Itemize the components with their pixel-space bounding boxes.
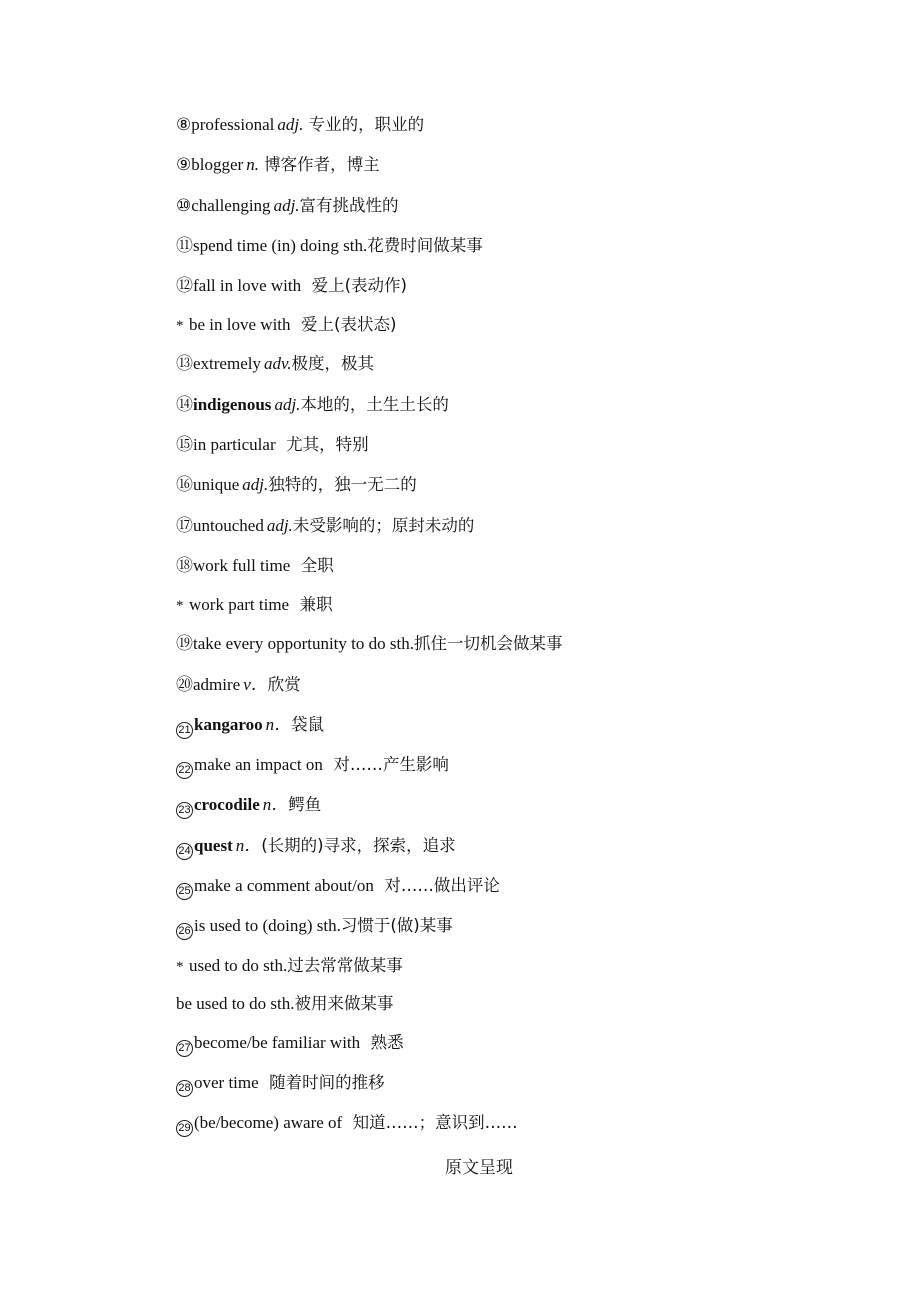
- chinese-meaning: 熟悉: [360, 1032, 404, 1052]
- vocab-entry: [176, 546, 876, 586]
- vocab-entry: [176, 105, 876, 145]
- vocab-term: quest: [194, 835, 233, 855]
- circled-number: 22: [176, 762, 193, 779]
- vocab-term: professional: [191, 115, 275, 134]
- vocab-entry: [176, 665, 876, 705]
- vocab-entry: [176, 186, 876, 226]
- chinese-meaning: 专业的，职业的: [303, 115, 425, 134]
- circled-number: ⑲: [176, 634, 193, 654]
- circled-number: ⑱: [176, 555, 193, 575]
- chinese-meaning: 欣赏: [267, 674, 301, 694]
- chinese-meaning: 抓住一切机会做某事: [413, 634, 563, 654]
- vocab-term: become/be familiar with: [194, 1032, 361, 1052]
- circled-number: ⑰: [176, 515, 193, 535]
- circled-number: ⑨: [176, 155, 192, 175]
- vocab-entry: [176, 1103, 876, 1143]
- vocab-term: used to do sth.: [189, 955, 288, 975]
- vocab-term: unique: [193, 475, 240, 495]
- part-of-speech: adj.: [242, 475, 269, 495]
- part-of-speech: n．: [235, 835, 262, 855]
- circled-number: 29: [176, 1120, 193, 1137]
- vocab-entry: [176, 866, 876, 906]
- vocab-term: extremely: [193, 354, 261, 374]
- vocab-term: is used to (doing) sth.: [194, 916, 341, 936]
- chinese-meaning: 知道……；意识到……: [342, 1113, 518, 1133]
- chinese-meaning: 花费时间做某事: [367, 235, 483, 255]
- asterisk-marker: *: [176, 598, 184, 615]
- vocab-entry: [176, 1023, 876, 1063]
- vocab-term: take every opportunity to do sth.: [193, 634, 414, 654]
- circled-number: ⑬: [176, 354, 193, 374]
- vocab-entry: [176, 624, 876, 664]
- vocab-entry: [176, 226, 876, 266]
- vocab-term: indigenous: [193, 394, 272, 414]
- part-of-speech: n．: [262, 795, 289, 815]
- vocabulary-list: [176, 105, 876, 1144]
- circled-number: 25: [176, 883, 193, 900]
- part-of-speech: n．: [265, 714, 292, 734]
- chinese-meaning: 鳄鱼: [288, 795, 322, 815]
- vocab-term: admire: [193, 674, 241, 694]
- vocab-term: kangaroo: [194, 714, 263, 734]
- vocab-term: make a comment about/on: [194, 876, 374, 896]
- vocab-term: (be/become) aware of: [194, 1113, 343, 1133]
- circled-number: ⑪: [176, 235, 193, 255]
- chinese-meaning: 博客作者，博主: [258, 155, 380, 175]
- vocab-entry: [176, 266, 876, 306]
- chinese-meaning: 独特的，独一无二的: [268, 475, 417, 495]
- vocab-entry: [176, 465, 876, 505]
- vocab-term: spend time (in) doing sth.: [193, 235, 368, 255]
- vocab-entry: [176, 947, 876, 985]
- vocab-entry: [176, 785, 876, 825]
- circled-number: ⑮: [176, 435, 193, 455]
- vocab-term: crocodile: [194, 795, 260, 815]
- part-of-speech: n.: [246, 155, 259, 175]
- asterisk-marker: *: [176, 958, 184, 975]
- footer-text: 原文呈现: [445, 1158, 513, 1178]
- vocab-entry: [176, 306, 876, 344]
- chinese-meaning: 尤其，特别: [275, 435, 369, 455]
- circled-number: ⑧: [176, 115, 192, 134]
- part-of-speech: adj.: [277, 115, 304, 134]
- chinese-meaning: 随着时间的推移: [258, 1072, 385, 1092]
- chinese-meaning: 习惯于(做)某事: [340, 916, 453, 936]
- vocab-entry: [176, 145, 876, 185]
- chinese-meaning: 极度，极其: [291, 354, 375, 374]
- vocab-term: work full time: [193, 555, 291, 575]
- vocab-entry: [176, 745, 876, 785]
- chinese-meaning: 全职: [290, 555, 334, 575]
- chinese-meaning: 爱上(表状态): [290, 315, 397, 335]
- circled-number: 23: [176, 802, 193, 819]
- chinese-meaning: 过去常常做某事: [287, 955, 403, 975]
- vocab-term: challenging: [191, 195, 271, 215]
- circled-number: 24: [176, 843, 193, 860]
- vocab-entry: [176, 906, 876, 946]
- vocab-term: over time: [194, 1072, 259, 1092]
- circled-number: ⑫: [176, 276, 193, 296]
- circled-number: ⑯: [176, 475, 193, 495]
- circled-number: 28: [176, 1080, 193, 1097]
- vocab-entry: [176, 425, 876, 465]
- circled-number: ⑳: [176, 674, 193, 694]
- chinese-meaning: 未受影响的；原封未动的: [292, 515, 475, 535]
- vocab-entry: [176, 385, 876, 425]
- chinese-meaning: 对……产生影响: [322, 755, 449, 775]
- part-of-speech: adj.: [273, 195, 300, 215]
- circled-number: ⑩: [176, 195, 192, 215]
- section-footer-label: [0, 1153, 920, 1178]
- chinese-meaning: 爱上(表动作): [301, 276, 407, 296]
- vocab-term: work part time: [189, 595, 290, 615]
- chinese-meaning: 本地的，土生土长的: [300, 394, 449, 414]
- chinese-meaning: 对……做出评论: [373, 876, 500, 896]
- chinese-meaning: (长期的)寻求，探索，追求: [261, 835, 456, 855]
- vocab-term: in particular: [193, 435, 276, 455]
- chinese-meaning: 兼职: [289, 595, 333, 615]
- vocab-entry: [176, 826, 876, 866]
- circled-number: 26: [176, 923, 193, 940]
- chinese-meaning: 袋鼠: [291, 714, 325, 734]
- circled-number: 27: [176, 1040, 193, 1057]
- vocab-entry: [176, 985, 876, 1023]
- circled-number: 21: [176, 722, 193, 739]
- vocab-term: be used to do sth.: [176, 993, 295, 1013]
- part-of-speech: v．: [243, 674, 268, 694]
- vocab-entry: [176, 705, 876, 745]
- vocab-term: be in love with: [189, 315, 291, 335]
- vocab-term: blogger: [191, 155, 244, 175]
- vocab-term: make an impact on: [194, 755, 323, 775]
- circled-number: ⑭: [176, 394, 193, 414]
- chinese-meaning: 富有挑战性的: [299, 195, 399, 215]
- asterisk-marker: *: [176, 318, 184, 335]
- part-of-speech: adj.: [266, 515, 293, 535]
- chinese-meaning: 被用来做某事: [294, 993, 394, 1013]
- vocab-term: untouched: [193, 515, 264, 535]
- part-of-speech: adv.: [263, 354, 292, 374]
- part-of-speech: adj.: [274, 394, 301, 414]
- vocab-entry: [176, 506, 876, 546]
- vocab-term: fall in love with: [193, 276, 302, 296]
- vocab-entry: [176, 344, 876, 384]
- vocab-entry: [176, 1063, 876, 1103]
- vocab-entry: [176, 586, 876, 624]
